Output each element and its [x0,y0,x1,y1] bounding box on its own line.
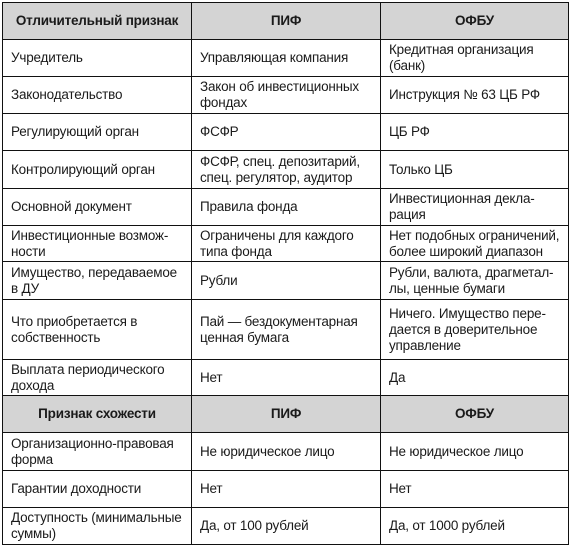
table-cell: Закон об инвестиционных фондах [192,77,381,114]
table-cell: Организационно-правовая форма [3,433,192,471]
table-cell: Учредитель [3,40,192,77]
table-row [3,471,569,508]
table-cell: Ничего. Имущество пере- дается в доверительное управление [381,300,569,360]
table-cell: Инвестиционная декла- рация [381,189,569,226]
table-row [3,40,569,77]
table-cell: Нет подобных ограничений, более широкий диапазон [381,226,569,262]
table-row [3,300,569,360]
table-cell: Законодательство [3,77,192,114]
table-cell: Инвестиционные возмож- ности [3,226,192,262]
table-cell: Нет [381,471,569,508]
table-row [3,77,569,114]
table-cell: Да, от 1000 рублей [381,508,569,545]
table-cell: Контролирующий орган [3,151,192,189]
table-cell: ЦБ РФ [381,114,569,151]
table-cell: Пай — бездокументарная ценная бумага [192,300,381,360]
table-cell: Доступность (минимальные суммы) [3,508,192,545]
table-row [3,433,569,471]
header-cell: ПИФ [192,3,381,40]
table-cell: Ограничены для каждого типа фонда [192,226,381,262]
table-cell: Имущество, передаваемое в ДУ [3,262,192,300]
header-cell: Признак схожести [3,396,192,433]
header-cell: ОФБУ [381,396,569,433]
table-row [3,189,569,226]
table-cell: Не юридическое лицо [381,433,569,471]
table-cell: Нет [192,360,381,396]
header-row-similarities [3,396,569,433]
table-cell: Выплата периодического дохода [3,360,192,396]
table-cell: Только ЦБ [381,151,569,189]
header-cell: ОФБУ [381,3,569,40]
table-cell: Что приобретается в собственность [3,300,192,360]
table-cell: Нет [192,471,381,508]
table-cell: Инструкция № 63 ЦБ РФ [381,77,569,114]
table-cell: Да, от 100 рублей [192,508,381,545]
table-row [3,360,569,396]
header-cell: ПИФ [192,396,381,433]
header-cell: Отличительный признак [3,3,192,40]
table-row [3,226,569,262]
table-row [3,508,569,545]
table-cell: Не юридическое лицо [192,433,381,471]
table-cell: Кредитная организация (банк) [381,40,569,77]
table-cell: Регулирующий орган [3,114,192,151]
table-row [3,114,569,151]
table-cell: Рубли, валюта, драгметал- лы, ценные бумаги [381,262,569,300]
table-cell: Основной документ [3,189,192,226]
table-row [3,151,569,189]
header-row-differences [3,3,569,40]
table-cell: ФСФР [192,114,381,151]
table-row [3,262,569,300]
table-cell: Правила фонда [192,189,381,226]
table-cell: ФСФР, спец. депозитарий, спец. регулятор, аудитор [192,151,381,189]
comparison-table [2,2,569,545]
table-cell: Да [381,360,569,396]
table-cell: Рубли [192,262,381,300]
table-cell: Гарантии доходности [3,471,192,508]
table-cell: Управляющая компания [192,40,381,77]
